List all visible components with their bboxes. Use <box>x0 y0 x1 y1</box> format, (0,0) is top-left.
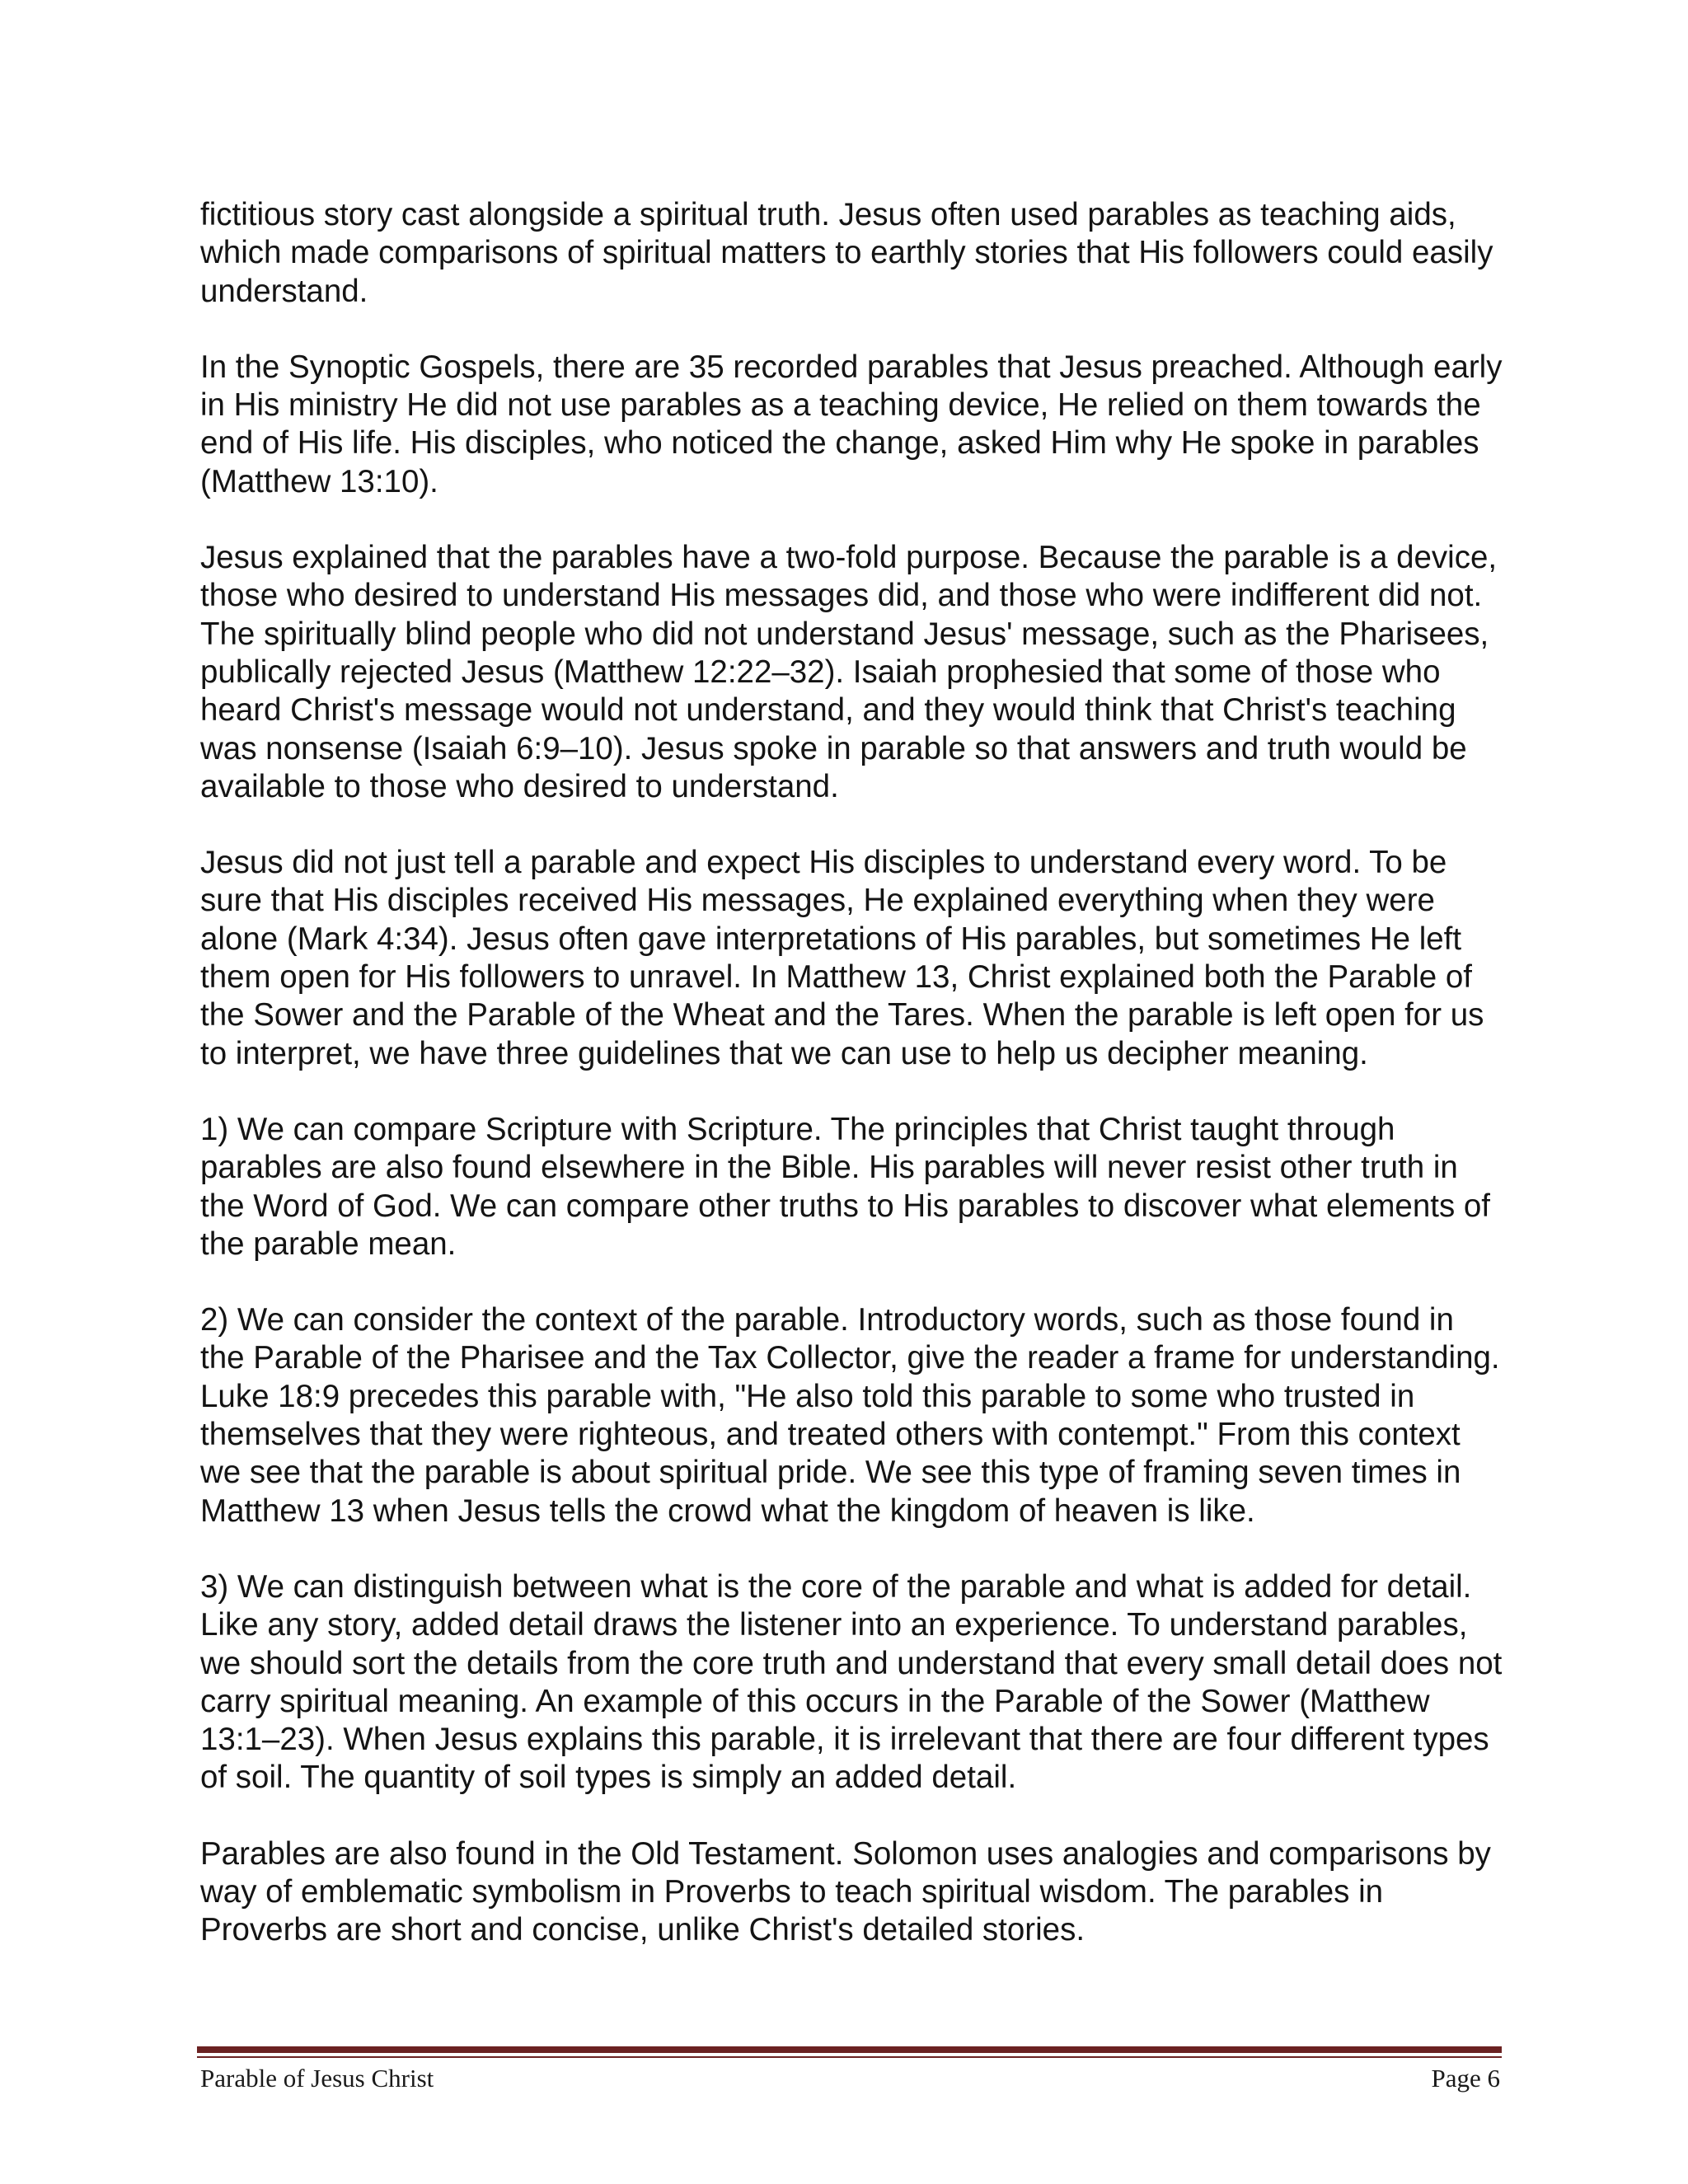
paragraph: In the Synoptic Gospels, there are 35 recorded parables that Jesus preached. Although early in His ministry He did not use parables as a teaching device, He relied on them towards the end of His life. His disciples, who noticed the change, asked Him why He spoke in parables (Matthew 13:10). <box>200 349 1503 499</box>
paragraph: 3) We can distinguish between what is the core of the parable and what is added for detail. Like any story, added detail draws the listener into an experience. To understand parables, we should sort the details from the core truth and understand that every small detail does not carry spiritual meaning. An example of this occurs in the Parable of the Sower (Matthew 13:1–23). When Jesus explains this parable, it is irrelevant that there are four different types of soil. The quantity of soil types is simply an added detail. <box>200 1568 1503 1796</box>
paragraph: Jesus explained that the parables have a two-fold purpose. Because the parable is a device, those who desired to understand His messages did, and those who were indifferent did not. The spiritually blind people who did not understand Jesus' message, such as the Pharisees, publically rejected Jesus (Matthew 12:22–32). Isaiah prophesied that some of those who heard Christ's message would not understand, and they would think that Christ's teaching was nonsense (Isaiah 6:9–10). Jesus spoke in parable so that answers and truth would be available to those who desired to understand. <box>200 540 1498 804</box>
paragraph: fictitious story cast alongside a spiritual truth. Jesus often used parables as teaching aids, which made comparisons of spiritual matters to earthly stories that His followers could easily understand. <box>200 197 1493 309</box>
paragraph: Parables are also found in the Old Testament. Solomon uses analogies and comparisons by way of emblematic symbolism in Proverbs to teach spiritual wisdom. The parables in Proverbs are short and concise, unlike Christ's detailed stories. <box>200 1835 1491 1948</box>
body-text <box>200 196 1507 1950</box>
paragraph: Jesus did not just tell a parable and expect His disciples to understand every word. To be sure that His disciples received His messages, He explained everything when they were alone (Mark 4:34). Jesus often gave interpretations of His parables, but sometimes He left them open for His followers to unravel. In Matthew 13, Christ explained both the Parable of the Sower and the Parable of the Wheat and the Tares. When the parable is left open for us to interpret, we have three guidelines that we can use to help us decipher meaning. <box>200 845 1484 1071</box>
paragraph: 1) We can compare Scripture with Scripture. The principles that Christ taught through parables are also found elsewhere in the Bible. His parables will never resist other truth in the Word of God. We can compare other truths to His parables to discover what elements of the parable mean. <box>200 1111 1491 1262</box>
paragraph: 2) We can consider the context of the parable. Introductory words, such as those found in the Parable of the Pharisee and the Tax Collector, give the reader a frame for understanding. Luke 18:9 precedes this parable with, "He also told this parable to some who trusted in themselves that they were righteous, and treated others with contempt." From this context we see that the parable is about spiritual pride. We see this type of framing seven times in Matthew 13 when Jesus tells the crowd what the kingdom of heaven is like. <box>200 1302 1500 1529</box>
page-number: Page 6 <box>1431 2064 1500 2093</box>
footer-divider-thick <box>197 2046 1502 2053</box>
footer-divider-thin <box>197 2056 1502 2058</box>
footer-title: Parable of Jesus Christ <box>200 2064 434 2093</box>
